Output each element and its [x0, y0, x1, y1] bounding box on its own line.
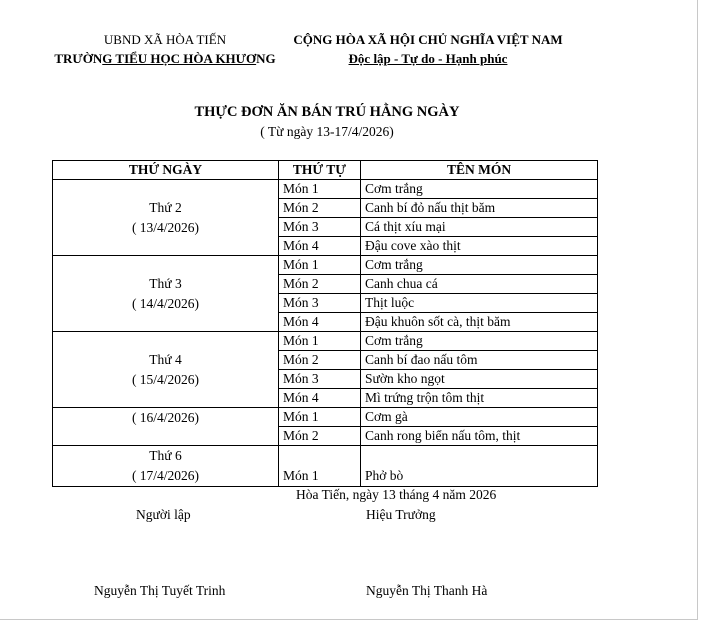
order-cell: Món 2	[279, 351, 361, 370]
preparer-name: Nguyễn Thị Tuyết Trinh	[94, 583, 226, 598]
order-cell: Món 2	[279, 275, 361, 294]
menu-table-body	[53, 180, 598, 487]
table-row	[53, 446, 598, 467]
country-name: CỘNG HÒA XÃ HỘI CHỦ NGHĨA VIỆT NAM	[293, 32, 563, 47]
empty-order-cell	[279, 446, 361, 467]
dish-cell: Canh rong biển nấu tôm, thịt	[361, 427, 598, 446]
order-cell: Món 4	[279, 389, 361, 408]
date-label: ( 16/4/2026)	[131, 410, 200, 425]
table-row	[53, 180, 598, 199]
column-header-day: THỨ NGÀY	[53, 161, 279, 180]
dish-cell: Canh chua cá	[361, 275, 598, 294]
date-label: ( 13/4/2026)	[131, 219, 200, 235]
principal-role: Hiệu Trưởng	[366, 507, 436, 522]
table-row	[53, 256, 598, 275]
weekday-label: Thứ 2	[149, 199, 182, 215]
weekday-label: Thứ 6	[149, 448, 182, 463]
dish-cell: Canh bí đỏ nấu thịt băm	[361, 199, 598, 218]
dish-cell: Mì trứng trộn tôm thịt	[361, 389, 598, 408]
dish-cell: Sườn kho ngọt	[361, 370, 598, 389]
dish-cell: Thịt luộc	[361, 294, 598, 313]
district-name: UBND XÃ HÒA TIẾN	[103, 32, 227, 47]
principal-name: Nguyễn Thị Thanh Hà	[366, 583, 488, 598]
school-name-part-2: G TIỂU HỌC HÒA KHƯƠ	[102, 51, 257, 66]
day-cell	[53, 180, 279, 256]
order-cell: Món 1	[279, 466, 361, 487]
date-label: ( 17/4/2026)	[131, 468, 200, 483]
day-cell	[53, 408, 279, 446]
dish-cell: Cá thịt xíu mại	[361, 218, 598, 237]
date-label: ( 14/4/2026)	[131, 295, 200, 311]
school-name-part-3: NG	[256, 51, 276, 66]
header-left	[50, 30, 280, 68]
day-cell	[53, 256, 279, 332]
header-right	[286, 30, 570, 68]
order-cell: Món 3	[279, 370, 361, 389]
school-name	[50, 49, 280, 68]
order-cell: Món 1	[279, 332, 361, 351]
menu-table	[52, 160, 598, 487]
order-cell: Món 3	[279, 294, 361, 313]
school-name-part-1: TRƯỜN	[54, 51, 103, 66]
empty-dish-cell	[361, 446, 598, 467]
dish-cell: Canh bí đao nấu tôm	[361, 351, 598, 370]
day-cell	[53, 446, 279, 487]
order-cell: Món 1	[279, 408, 361, 427]
column-header-order: THỨ TỰ	[279, 161, 361, 180]
page-title: THỰC ĐƠN ĂN BÁN TRÚ HẰNG NGÀY	[194, 104, 460, 120]
national-motto: Độc lập - Tự do - Hạnh phúc	[348, 51, 508, 66]
weekday-label: Thứ 4	[149, 351, 182, 367]
order-cell: Món 2	[279, 427, 361, 446]
column-header-dish: TÊN MÓN	[361, 161, 598, 180]
dish-cell: Phở bò	[361, 466, 598, 487]
dish-cell: Cơm trắng	[361, 332, 598, 351]
dish-cell: Đậu cove xào thịt	[361, 237, 598, 256]
order-cell: Món 1	[279, 256, 361, 275]
order-cell: Món 3	[279, 218, 361, 237]
dish-cell: Cơm trắng	[361, 180, 598, 199]
weekday-label: Thứ 3	[149, 275, 182, 291]
dish-cell: Cơm gà	[361, 408, 598, 427]
order-cell: Món 1	[279, 180, 361, 199]
date-range: ( Từ ngày 13-17/4/2026)	[260, 124, 394, 139]
table-header-row	[53, 161, 598, 180]
date-label: ( 15/4/2026)	[131, 371, 200, 387]
order-cell: Món 4	[279, 313, 361, 332]
table-row	[53, 332, 598, 351]
dish-cell: Đậu khuôn sốt cà, thịt băm	[361, 313, 598, 332]
table-row	[53, 408, 598, 427]
order-cell: Món 2	[279, 199, 361, 218]
order-cell: Món 4	[279, 237, 361, 256]
preparer-role: Người lập	[136, 507, 191, 522]
signature-place-date: Hòa Tiến, ngày 13 tháng 4 năm 2026	[296, 487, 497, 502]
day-cell	[53, 332, 279, 408]
dish-cell: Cơm trắng	[361, 256, 598, 275]
